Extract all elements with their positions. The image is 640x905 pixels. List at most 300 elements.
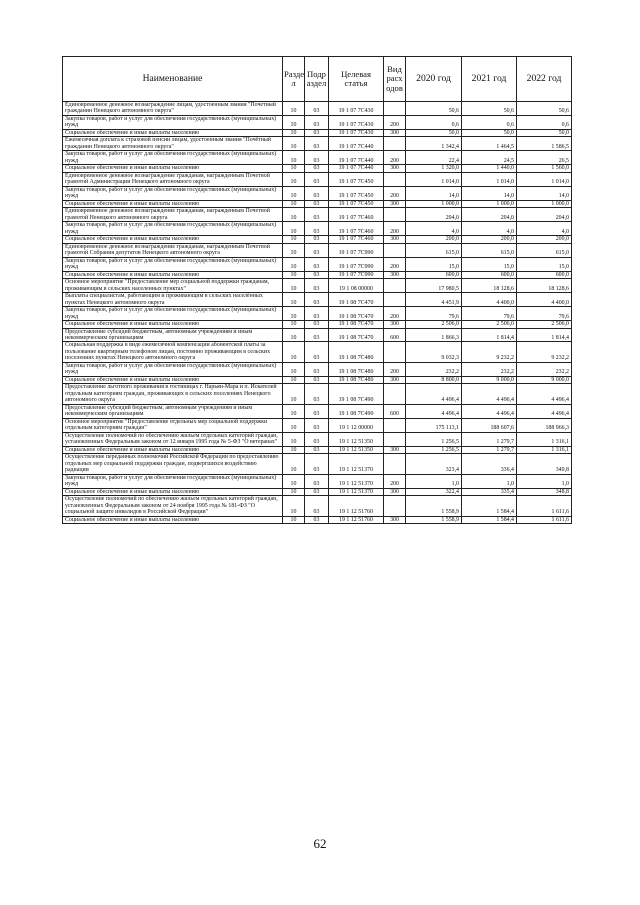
table-row [63, 151, 572, 165]
row-target-cell: 19 1 12 51760 [329, 516, 384, 523]
table-row [63, 243, 572, 257]
row-2022-value-cell: 1 560,0 [517, 165, 572, 172]
row-2022-value-cell: 349,8 [517, 454, 572, 474]
row-2020-value-cell: 1 558,9 [406, 496, 462, 516]
row-subsection-cell: 03 [305, 200, 329, 207]
table-row [63, 115, 572, 129]
row-name-cell: Социальное обеспечение и иные выплаты населению [63, 516, 283, 523]
row-name-cell: Социальное обеспечение и иные выплаты населению [63, 446, 283, 453]
table-row [63, 200, 572, 207]
row-2022-value-cell: 9 232,2 [517, 342, 572, 362]
row-expense-type-cell: 600 [384, 404, 406, 418]
row-target-cell: 19 1 07 7С430 [329, 129, 384, 136]
table-row [63, 236, 572, 243]
row-2020-value-cell: 1 558,9 [406, 516, 462, 523]
row-2021-value-cell: 14,0 [462, 186, 517, 200]
row-2022-value-cell: 204,0 [517, 208, 572, 222]
row-section-cell: 10 [283, 404, 305, 418]
table-row [63, 328, 572, 342]
row-name-cell: Социальное обеспечение и иные выплаты населению [63, 271, 283, 278]
row-subsection-cell: 03 [305, 186, 329, 200]
row-expense-type-cell [384, 102, 406, 116]
row-expense-type-cell [384, 243, 406, 257]
row-target-cell: 19 1 12 51760 [329, 496, 384, 516]
row-section-cell: 10 [283, 200, 305, 207]
table-row [63, 102, 572, 116]
row-target-cell: 19 1 12 00000 [329, 418, 384, 432]
row-2022-value-cell: 1 014,0 [517, 172, 572, 186]
table-row [63, 186, 572, 200]
table-row [63, 404, 572, 418]
row-expense-type-cell: 200 [384, 307, 406, 321]
row-target-cell: 19 1 07 7С450 [329, 186, 384, 200]
row-name-cell: Закупка товаров, работ и услуг для обеспечения государственных (муниципальных) нужд [63, 307, 283, 321]
row-2020-value-cell: 323,4 [406, 454, 462, 474]
row-subsection-cell: 03 [305, 418, 329, 432]
header-2022: 2022 год [517, 57, 572, 102]
row-2022-value-cell: 1 611,6 [517, 516, 572, 523]
table-row [63, 418, 572, 432]
row-section-cell: 10 [283, 516, 305, 523]
row-target-cell: 19 1 12 51370 [329, 454, 384, 474]
row-name-cell: Выплаты специалистам, работающим и проживающим в сельских населённых пунктах Ненецкого автономного округа [63, 293, 283, 307]
row-target-cell: 19 1 08 7С480 [329, 376, 384, 383]
row-2022-value-cell: 14,0 [517, 186, 572, 200]
row-name-cell: Ежемесячная доплата к страховой пенсии лицам, удостоенным звания "Почётный гражданин Ненецкого автономного округа" [63, 137, 283, 151]
table-row [63, 129, 572, 136]
row-target-cell: 19 1 07 7С460 [329, 222, 384, 236]
row-name-cell: Единовременное денежное вознаграждение гражданам, награжденным Почетной грамотой Администрации Ненецкого автономного округа [63, 172, 283, 186]
row-2022-value-cell: 1,0 [517, 474, 572, 488]
row-2020-value-cell: 1 256,5 [406, 446, 462, 453]
row-section-cell: 10 [283, 384, 305, 404]
table-row [63, 222, 572, 236]
row-2021-value-cell: 1 014,0 [462, 172, 517, 186]
row-name-cell: Предоставление льготного проживания в гостиницах г. Нарьян-Мара и п. Искателей отдельным категориям граждан, проживающих в сельских поселениях Ненецкого автономного округа [63, 384, 283, 404]
row-2020-value-cell: 1 014,0 [406, 172, 462, 186]
row-name-cell: Социальное обеспечение и иные выплаты населению [63, 200, 283, 207]
row-2021-value-cell: 200,0 [462, 236, 517, 243]
row-2021-value-cell: 4 496,4 [462, 404, 517, 418]
row-2022-value-cell: 4 496,4 [517, 384, 572, 404]
row-expense-type-cell: 200 [384, 186, 406, 200]
table-row [63, 454, 572, 474]
row-expense-type-cell [384, 432, 406, 446]
row-2021-value-cell: 15,0 [462, 257, 517, 271]
row-expense-type-cell: 300 [384, 200, 406, 207]
row-expense-type-cell: 300 [384, 129, 406, 136]
row-name-cell: Социальное обеспечение и иные выплаты населению [63, 488, 283, 495]
row-subsection-cell: 03 [305, 516, 329, 523]
row-name-cell: Основное мероприятие "Предоставление мер социальной поддержки гражданам, проживающим в сельских населенных пунктах" [63, 279, 283, 293]
row-2020-value-cell: 8 800,0 [406, 376, 462, 383]
row-2020-value-cell: 1,0 [406, 474, 462, 488]
row-subsection-cell: 03 [305, 488, 329, 495]
row-subsection-cell: 03 [305, 328, 329, 342]
row-target-cell: 19 1 07 7С440 [329, 165, 384, 172]
row-subsection-cell: 03 [305, 222, 329, 236]
row-2021-value-cell: 1 279,7 [462, 446, 517, 453]
row-2021-value-cell: 1 440,0 [462, 165, 517, 172]
row-2021-value-cell: 50,6 [462, 102, 517, 116]
row-2022-value-cell: 26,5 [517, 151, 572, 165]
row-2020-value-cell: 175 113,1 [406, 418, 462, 432]
row-2020-value-cell: 0,6 [406, 115, 462, 129]
row-name-cell: Закупка товаров, работ и услуг для обеспечения государственных (муниципальных) нужд [63, 151, 283, 165]
row-2020-value-cell: 1 866,3 [406, 328, 462, 342]
row-target-cell: 19 1 12 51350 [329, 446, 384, 453]
row-2021-value-cell: 24,5 [462, 151, 517, 165]
row-expense-type-cell [384, 293, 406, 307]
row-2022-value-cell: 615,0 [517, 243, 572, 257]
row-2021-value-cell: 4 496,4 [462, 384, 517, 404]
header-name: Наименование [63, 57, 283, 102]
row-target-cell: 19 1 08 7С490 [329, 404, 384, 418]
row-name-cell: Осуществление переданных полномочий Российской Федерации по предоставлению отдельных мер социальной поддержки граждан, подвергшихся воздействию радиации [63, 454, 283, 474]
row-2020-value-cell: 50,0 [406, 129, 462, 136]
row-section-cell: 10 [283, 432, 305, 446]
row-subsection-cell: 03 [305, 271, 329, 278]
row-2021-value-cell: 4 400,0 [462, 293, 517, 307]
row-section-cell: 10 [283, 271, 305, 278]
row-name-cell: Социальное обеспечение и иные выплаты населению [63, 165, 283, 172]
row-expense-type-cell [384, 279, 406, 293]
row-2020-value-cell: 615,0 [406, 243, 462, 257]
row-expense-type-cell: 200 [384, 474, 406, 488]
row-2020-value-cell: 200,0 [406, 236, 462, 243]
row-name-cell: Единовременное денежное вознаграждение лицам, удостоенным звания "Почетный гражданин Ненецкого автономного округа" [63, 102, 283, 116]
row-section-cell: 10 [283, 418, 305, 432]
row-2022-value-cell: 200,0 [517, 236, 572, 243]
table-row [63, 172, 572, 186]
row-2022-value-cell: 50,6 [517, 102, 572, 116]
table-row [63, 516, 572, 523]
row-expense-type-cell: 300 [384, 236, 406, 243]
row-subsection-cell: 03 [305, 208, 329, 222]
row-expense-type-cell: 300 [384, 165, 406, 172]
row-section-cell: 10 [283, 172, 305, 186]
row-section-cell: 10 [283, 321, 305, 328]
row-target-cell: 19 1 07 7С430 [329, 115, 384, 129]
row-section-cell: 10 [283, 474, 305, 488]
header-2020: 2020 год [406, 57, 462, 102]
row-expense-type-cell: 200 [384, 151, 406, 165]
table-row [63, 279, 572, 293]
row-subsection-cell: 03 [305, 446, 329, 453]
row-name-cell: Закупка товаров, работ и услуг для обеспечения государственных (муниципальных) нужд [63, 186, 283, 200]
row-target-cell: 19 1 07 7С990 [329, 257, 384, 271]
row-target-cell: 19 1 08 7С470 [329, 293, 384, 307]
row-2022-value-cell: 4,0 [517, 222, 572, 236]
row-name-cell: Закупка товаров, работ и услуг для обеспечения государственных (муниципальных) нужд [63, 222, 283, 236]
row-expense-type-cell [384, 208, 406, 222]
row-2021-value-cell: 1 584,4 [462, 496, 517, 516]
row-expense-type-cell: 200 [384, 222, 406, 236]
row-2022-value-cell: 1 316,1 [517, 446, 572, 453]
row-target-cell: 19 1 07 7С990 [329, 243, 384, 257]
row-name-cell: Закупка товаров, работ и услуг для обеспечения государственных (муниципальных) нужд [63, 474, 283, 488]
row-target-cell: 19 1 08 7С480 [329, 342, 384, 362]
row-2022-value-cell: 15,0 [517, 257, 572, 271]
table-row [63, 496, 572, 516]
row-2021-value-cell: 9 000,0 [462, 376, 517, 383]
row-target-cell: 19 1 07 7С440 [329, 151, 384, 165]
row-name-cell: Закупка товаров, работ и услуг для обеспечения государственных (муниципальных) нужд [63, 362, 283, 376]
row-subsection-cell: 03 [305, 137, 329, 151]
row-expense-type-cell: 600 [384, 328, 406, 342]
row-target-cell: 19 1 08 7С470 [329, 321, 384, 328]
row-section-cell: 10 [283, 376, 305, 383]
row-expense-type-cell: 300 [384, 376, 406, 383]
header-expense-type: Вид расх одов [384, 57, 406, 102]
row-2020-value-cell: 79,6 [406, 307, 462, 321]
row-section-cell: 10 [283, 279, 305, 293]
row-2021-value-cell: 1 464,5 [462, 137, 517, 151]
row-2022-value-cell: 4 496,4 [517, 404, 572, 418]
row-name-cell: Единовременное денежное вознаграждение гражданам, награжденным Почетной грамотой Собрания депутатов Ненецкого автономного округа [63, 243, 283, 257]
row-name-cell: Социальное обеспечение и иные выплаты населению [63, 321, 283, 328]
row-2020-value-cell: 1 342,4 [406, 137, 462, 151]
row-subsection-cell: 03 [305, 293, 329, 307]
row-2020-value-cell: 17 980,5 [406, 279, 462, 293]
row-2022-value-cell: 9 000,0 [517, 376, 572, 383]
row-subsection-cell: 03 [305, 172, 329, 186]
row-2020-value-cell: 4,0 [406, 222, 462, 236]
table-row [63, 474, 572, 488]
row-2021-value-cell: 79,6 [462, 307, 517, 321]
row-expense-type-cell [384, 137, 406, 151]
row-expense-type-cell: 200 [384, 115, 406, 129]
row-2022-value-cell: 2 506,0 [517, 321, 572, 328]
row-target-cell: 19 1 07 7С460 [329, 236, 384, 243]
row-section-cell: 10 [283, 446, 305, 453]
row-section-cell: 10 [283, 328, 305, 342]
row-expense-type-cell [384, 496, 406, 516]
row-expense-type-cell: 300 [384, 516, 406, 523]
row-section-cell: 10 [283, 362, 305, 376]
row-2020-value-cell: 2 506,0 [406, 321, 462, 328]
row-2021-value-cell: 1 279,7 [462, 432, 517, 446]
row-target-cell: 19 1 08 7С490 [329, 384, 384, 404]
row-2021-value-cell: 4,0 [462, 222, 517, 236]
row-target-cell: 19 1 12 51370 [329, 488, 384, 495]
row-2022-value-cell: 348,8 [517, 488, 572, 495]
row-section-cell: 10 [283, 222, 305, 236]
row-2020-value-cell: 1 000,0 [406, 200, 462, 207]
row-2020-value-cell: 204,0 [406, 208, 462, 222]
row-2021-value-cell: 336,4 [462, 454, 517, 474]
row-expense-type-cell: 300 [384, 321, 406, 328]
row-subsection-cell: 03 [305, 376, 329, 383]
row-section-cell: 10 [283, 115, 305, 129]
row-2022-value-cell: 1 316,1 [517, 432, 572, 446]
row-section-cell: 10 [283, 102, 305, 116]
row-expense-type-cell: 300 [384, 446, 406, 453]
row-2022-value-cell: 18 128,6 [517, 279, 572, 293]
row-section-cell: 10 [283, 257, 305, 271]
row-2020-value-cell: 14,0 [406, 186, 462, 200]
row-2022-value-cell: 600,0 [517, 271, 572, 278]
row-name-cell: Социальная поддержка в виде ежемесячной компенсации абонентской платы за пользование квартирным телефоном лицам, постоянно проживающим в сельских поселениях пунктах Ненецкого автономного округа [63, 342, 283, 362]
table-row [63, 362, 572, 376]
row-2020-value-cell: 1 320,0 [406, 165, 462, 172]
row-name-cell: Социальное обеспечение и иные выплаты населению [63, 236, 283, 243]
row-2020-value-cell: 22,4 [406, 151, 462, 165]
row-section-cell: 10 [283, 307, 305, 321]
header-subsection: Подр аздел [305, 57, 329, 102]
row-subsection-cell: 03 [305, 115, 329, 129]
table-row [63, 321, 572, 328]
budget-table [62, 56, 572, 524]
row-2021-value-cell: 2 506,0 [462, 321, 517, 328]
row-name-cell: Закупка товаров, работ и услуг для обеспечения государственных (муниципальных) нужд [63, 115, 283, 129]
row-2020-value-cell: 4 496,4 [406, 404, 462, 418]
row-subsection-cell: 03 [305, 257, 329, 271]
row-subsection-cell: 03 [305, 279, 329, 293]
row-target-cell: 19 1 07 7С430 [329, 102, 384, 116]
row-subsection-cell: 03 [305, 151, 329, 165]
row-name-cell: Предоставление субсидий бюджетным, автономным учреждениям и иным некоммерческим организациям [63, 328, 283, 342]
row-2022-value-cell: 188 966,3 [517, 418, 572, 432]
row-target-cell: 19 1 07 7С440 [329, 137, 384, 151]
row-name-cell: Основное мероприятие "Предоставление отдельных мер социальной поддержки отдельным категориям граждан" [63, 418, 283, 432]
row-section-cell: 10 [283, 236, 305, 243]
table-row [63, 488, 572, 495]
row-target-cell: 19 1 07 7С990 [329, 271, 384, 278]
table-row [63, 165, 572, 172]
row-section-cell: 10 [283, 293, 305, 307]
row-target-cell: 19 1 08 7С470 [329, 328, 384, 342]
row-expense-type-cell: 300 [384, 488, 406, 495]
row-2020-value-cell: 50,6 [406, 102, 462, 116]
table-row [63, 376, 572, 383]
row-subsection-cell: 03 [305, 342, 329, 362]
row-subsection-cell: 03 [305, 129, 329, 136]
row-2021-value-cell: 232,2 [462, 362, 517, 376]
row-subsection-cell: 03 [305, 307, 329, 321]
row-2022-value-cell: 4 400,0 [517, 293, 572, 307]
row-2021-value-cell: 600,0 [462, 271, 517, 278]
table-row [63, 342, 572, 362]
row-2021-value-cell: 1 814,4 [462, 328, 517, 342]
row-2020-value-cell: 600,0 [406, 271, 462, 278]
table-row [63, 446, 572, 453]
header-section: Разде л [283, 57, 305, 102]
row-subsection-cell: 03 [305, 362, 329, 376]
row-2021-value-cell: 335,4 [462, 488, 517, 495]
row-2021-value-cell: 1 584,4 [462, 516, 517, 523]
row-target-cell: 19 1 12 51350 [329, 432, 384, 446]
row-section-cell: 10 [283, 496, 305, 516]
table-row [63, 271, 572, 278]
row-subsection-cell: 03 [305, 432, 329, 446]
row-target-cell: 19 1 07 7С460 [329, 208, 384, 222]
row-expense-type-cell [384, 172, 406, 186]
row-section-cell: 10 [283, 488, 305, 495]
row-expense-type-cell [384, 342, 406, 362]
row-section-cell: 10 [283, 186, 305, 200]
row-name-cell: Осуществление полномочий по обеспечению жильем отдельных категорий граждан, установленных Федеральным законом от 12 января 1995 года № 5-ФЗ "О ветеранах" [63, 432, 283, 446]
row-subsection-cell: 03 [305, 496, 329, 516]
row-name-cell: Предоставление субсидий бюджетным, автономным учреждениям и иным некоммерческим организациям [63, 404, 283, 418]
row-2021-value-cell: 188 607,6 [462, 418, 517, 432]
row-2020-value-cell: 9 032,3 [406, 342, 462, 362]
row-2020-value-cell: 4 496,4 [406, 384, 462, 404]
row-2020-value-cell: 4 451,9 [406, 293, 462, 307]
row-2020-value-cell: 232,2 [406, 362, 462, 376]
row-2021-value-cell: 18 128,6 [462, 279, 517, 293]
row-target-cell: 19 1 08 00000 [329, 279, 384, 293]
row-target-cell: 19 1 08 7С470 [329, 307, 384, 321]
row-expense-type-cell: 200 [384, 257, 406, 271]
header-2021: 2021 год [462, 57, 517, 102]
row-2022-value-cell: 1 000,0 [517, 200, 572, 207]
row-target-cell: 19 1 07 7С450 [329, 172, 384, 186]
row-2021-value-cell: 9 232,2 [462, 342, 517, 362]
row-section-cell: 10 [283, 129, 305, 136]
table-row [63, 208, 572, 222]
table-header-row [63, 57, 572, 102]
row-name-cell: Социальное обеспечение и иные выплаты населению [63, 376, 283, 383]
row-2020-value-cell: 322,4 [406, 488, 462, 495]
row-subsection-cell: 03 [305, 404, 329, 418]
row-expense-type-cell [384, 454, 406, 474]
table-row [63, 137, 572, 151]
row-name-cell: Осуществление полномочий по обеспечению жильем отдельных категорий граждан, установленных Федеральным законом от 24 ноября 1995 года № 181-ФЗ "О социальной защите инвалидов в Российской Федерации" [63, 496, 283, 516]
row-2022-value-cell: 1 611,6 [517, 496, 572, 516]
row-target-cell: 19 1 12 51370 [329, 474, 384, 488]
row-2021-value-cell: 1,0 [462, 474, 517, 488]
row-subsection-cell: 03 [305, 236, 329, 243]
row-subsection-cell: 03 [305, 454, 329, 474]
row-subsection-cell: 03 [305, 243, 329, 257]
row-expense-type-cell [384, 418, 406, 432]
row-subsection-cell: 03 [305, 384, 329, 404]
row-2022-value-cell: 1 586,5 [517, 137, 572, 151]
row-subsection-cell: 03 [305, 165, 329, 172]
table-row [63, 307, 572, 321]
row-2021-value-cell: 50,0 [462, 129, 517, 136]
row-expense-type-cell: 200 [384, 362, 406, 376]
row-2022-value-cell: 0,6 [517, 115, 572, 129]
row-expense-type-cell: 300 [384, 271, 406, 278]
table-row [63, 293, 572, 307]
row-section-cell: 10 [283, 137, 305, 151]
table-row [63, 384, 572, 404]
row-subsection-cell: 03 [305, 474, 329, 488]
row-2021-value-cell: 0,6 [462, 115, 517, 129]
row-name-cell: Закупка товаров, работ и услуг для обеспечения государственных (муниципальных) нужд [63, 257, 283, 271]
row-2022-value-cell: 1 814,4 [517, 328, 572, 342]
row-section-cell: 10 [283, 208, 305, 222]
row-2022-value-cell: 232,2 [517, 362, 572, 376]
row-subsection-cell: 03 [305, 321, 329, 328]
row-2022-value-cell: 50,0 [517, 129, 572, 136]
row-name-cell: Единовременное денежное вознаграждение гражданам, награжденным Почетной грамотой Ненецкого автономного округа [63, 208, 283, 222]
row-section-cell: 10 [283, 454, 305, 474]
row-2021-value-cell: 204,0 [462, 208, 517, 222]
row-name-cell: Социальное обеспечение и иные выплаты населению [63, 129, 283, 136]
table-row [63, 432, 572, 446]
row-subsection-cell: 03 [305, 102, 329, 116]
row-section-cell: 10 [283, 342, 305, 362]
table-body [63, 102, 572, 524]
row-target-cell: 19 1 07 7С450 [329, 200, 384, 207]
row-section-cell: 10 [283, 165, 305, 172]
table-row [63, 257, 572, 271]
row-expense-type-cell [384, 384, 406, 404]
row-2021-value-cell: 1 000,0 [462, 200, 517, 207]
